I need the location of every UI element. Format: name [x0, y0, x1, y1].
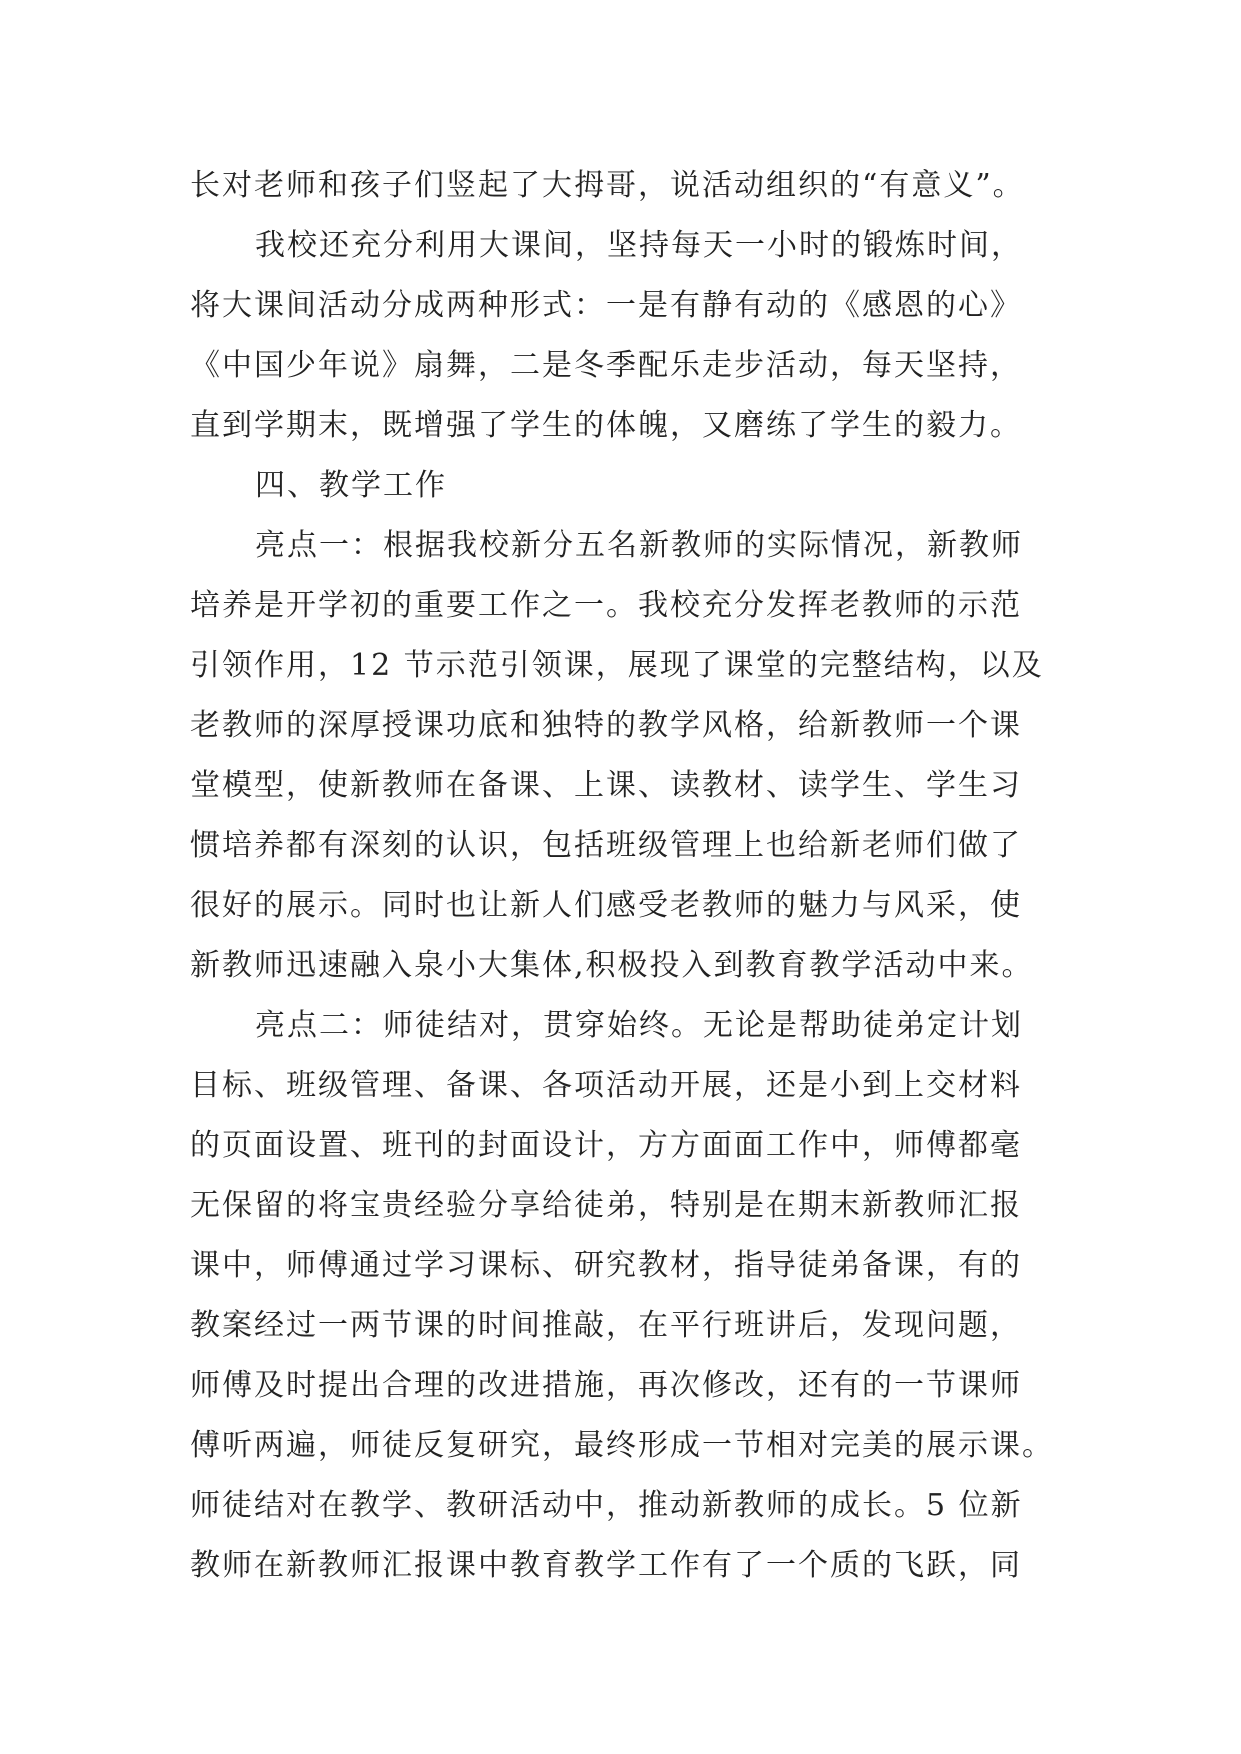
text-line: 直到学期末，既增强了学生的体魄，又磨练了学生的毅力。 [190, 408, 1022, 443]
text-line: 引领作用，12 节示范引领课，展现了课堂的完整结构，以及 [190, 648, 1044, 683]
text-line: 教师在新教师汇报课中教育教学工作有了一个质的飞跃，同 [190, 1548, 1022, 1583]
text-line: 长对老师和孩子们竖起了大拇哥，说活动组织的“有意义”。 [190, 168, 1025, 203]
text-line: 亮点一：根据我校新分五名新教师的实际情况，新教师 [255, 528, 1023, 563]
text-line: 堂模型，使新教师在备课、上课、读教材、读学生、学生习 [190, 768, 1022, 803]
text-line: 的页面设置、班刊的封面设计，方方面面工作中，师傅都毫 [190, 1128, 1022, 1163]
text-line: 《中国少年说》扇舞，二是冬季配乐走步活动，每天坚持， [190, 348, 1022, 383]
text-line: 课中，师傅通过学习课标、研究教材，指导徒弟备课，有的 [190, 1248, 1022, 1283]
text-line: 师徒结对在教学、教研活动中，推动新教师的成长。5 位新 [190, 1488, 1023, 1523]
text-line: 老教师的深厚授课功底和独特的教学风格，给新教师一个课 [190, 708, 1022, 743]
text-line: 目标、班级管理、备课、各项活动开展，还是小到上交材料 [190, 1068, 1022, 1103]
text-line: 将大课间活动分成两种形式：一是有静有动的《感恩的心》 [190, 288, 1022, 323]
text-line: 亮点二：师徒结对，贯穿始终。无论是帮助徒弟定计划 [255, 1008, 1023, 1043]
text-line: 师傅及时提出合理的改进措施，再次修改，还有的一节课师 [190, 1368, 1022, 1403]
text-line: 新教师迅速融入泉小大集体,积极投入到教育教学活动中来。 [190, 948, 1034, 983]
section-heading: 四、教学工作 [255, 468, 447, 503]
text-line: 惯培养都有深刻的认识，包括班级管理上也给新老师们做了 [190, 828, 1022, 863]
text-line: 培养是开学初的重要工作之一。我校充分发挥老教师的示范 [190, 588, 1022, 623]
text-line: 无保留的将宝贵经验分享给徒弟，特别是在期末新教师汇报 [190, 1188, 1022, 1223]
text-line: 教案经过一两节课的时间推敲，在平行班讲后，发现问题， [190, 1308, 1022, 1343]
text-line: 我校还充分利用大课间，坚持每天一小时的锻炼时间， [255, 228, 1023, 263]
text-line: 傅听两遍，师徒反复研究，最终形成一节相对完美的展示课。 [190, 1428, 1054, 1463]
text-line: 很好的展示。同时也让新人们感受老教师的魅力与风采，使 [190, 888, 1022, 923]
